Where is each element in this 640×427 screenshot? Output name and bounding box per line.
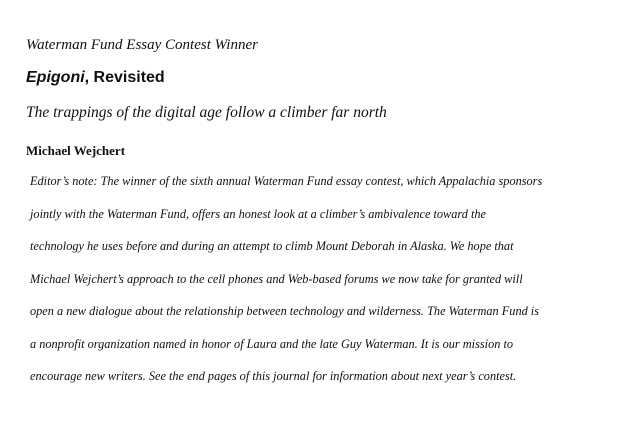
editors-note-line: a nonprofit organization named in honor of Laura and the late Guy Waterman. It is our mission to [30, 336, 514, 351]
editors-note-line: technology he uses before and during an attempt to climb Mount Deborah in Alaska. We hope that [30, 239, 514, 253]
article-kicker: Waterman Fund Essay Contest Winner [26, 37, 258, 53]
article-title-rest: , Revisited [84, 69, 165, 86]
editors-note-line: encourage new writers. See the end pages of this journal for information about next year’s contest. [30, 369, 517, 383]
editors-note-line: Editor’s note: The winner of the sixth annual Waterman Fund essay contest, which Appalachia sponsors [30, 174, 543, 188]
article-title-italic: Epigoni [26, 69, 85, 86]
article-dek: The trappings of the digital age follow a climber far north [26, 104, 387, 121]
editors-note-line: open a new dialogue about the relationship between technology and wilderness. The Waterman Fund is [30, 304, 540, 318]
article-author: Michael Wejchert [26, 143, 126, 158]
article-title [26, 69, 165, 87]
editors-note [30, 170, 630, 398]
editors-note-line: jointly with the Waterman Fund, offers an honest look at a climber’s ambivalence toward the [30, 206, 486, 221]
editors-note-line: Michael Wejchert’s approach to the cell phones and Web-based forums we now take for granted will [30, 271, 523, 286]
